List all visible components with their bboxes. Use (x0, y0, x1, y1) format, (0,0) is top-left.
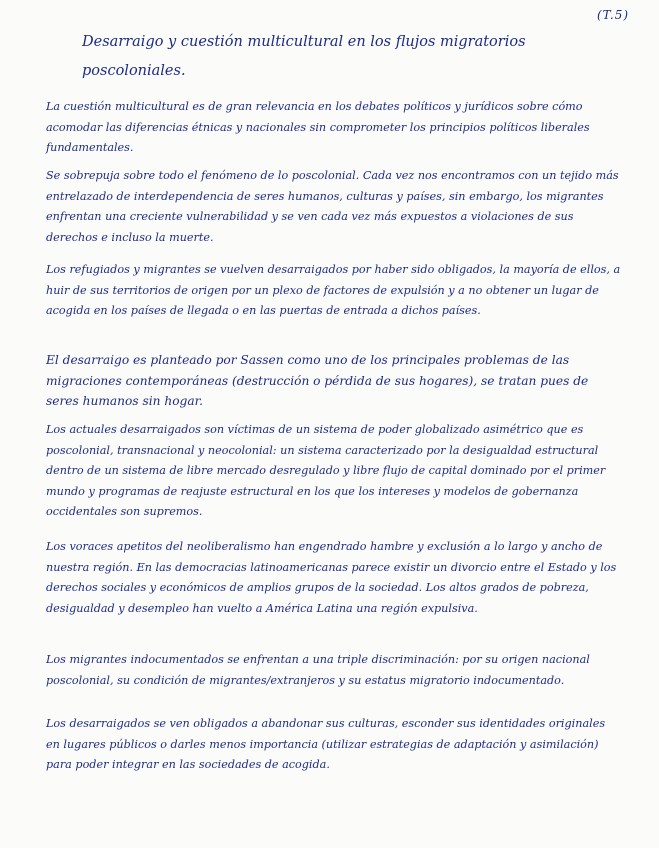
paragraph-6: Los voraces apetitos del neoliberalismo han engendrado hambre y exclusión a lo largo y ancho de nuestra región. En las democracias latinoamericanas parece existir un divorcio entre el Estado y los derechos sociales y económicos de amplios grupos de la sociedad. Los altos grados de pobreza, desigualdad y desempleo han vuelto a América Latina una región expulsiva. (46, 540, 617, 615)
paragraph-7: Los migrantes indocumentados se enfrentan a una triple discriminación: por su origen nacional poscolonial, su condición de migrantes/extranjeros y su estatus migratorio indocumentado. (46, 653, 590, 687)
paragraph-2: Se sobrepuja sobre todo el fenómeno de lo poscolonial. Cada vez nos encontramos con un tejido más entrelazado de interdependencia de seres humanos, culturas y países, sin embargo, los migrantes enfrentan una creciente vulnerabilidad y se ven cada vez más expuestos a violaciones de sus derechos e incluso la muerte. (46, 169, 619, 244)
paragraph-3: Los refugiados y migrantes se vuelven desarraigados por haber sido obligados, la mayoría de ellos, a huir de sus territorios de origen por un plexo de factores de expulsión y a no obtener un lugar de acogida en los países de llegada o en las puertas de entrada a dichos países. (46, 263, 621, 317)
page-title: Desarraigo y cuestión multicultural en los flujos migratorios poscoloniales. (82, 34, 526, 79)
paragraph-5: Los actuales desarraigados son víctimas de un sistema de poder globalizado asimétrico que es poscolonial, transnacional y neocolonial: un sistema caracterizado por la desigualdad estructural dentro de un sistema de libre mercado desregulado y libre flujo de capital dominado por el primer mundo y programas de reajuste estructural en los que los intereses y modelos de gobernanza occidentales son supremos. (46, 423, 606, 518)
paragraph-1: La cuestión multicultural es de gran relevancia en los debates políticos y jurídicos sobre cómo acomodar las diferencias étnicas y nacionales sin comprometer los principios políticos liberales fundamentales. (46, 100, 590, 154)
paragraph-8: Los desarraigados se ven obligados a abandonar sus culturas, esconder sus identidades originales en lugares públicos o darles menos importancia (utilizar estrategias de adaptación y asimilación) para poder integrar en las sociedades de acogida. (46, 717, 606, 771)
paragraph-4: El desarraigo es planteado por Sassen como uno de los principales problemas de las migraciones contemporáneas (destrucción o pérdida de sus hogares), se tratan pues de seres humanos sin hogar. (46, 353, 589, 408)
page-code: (T.5) (597, 8, 630, 22)
